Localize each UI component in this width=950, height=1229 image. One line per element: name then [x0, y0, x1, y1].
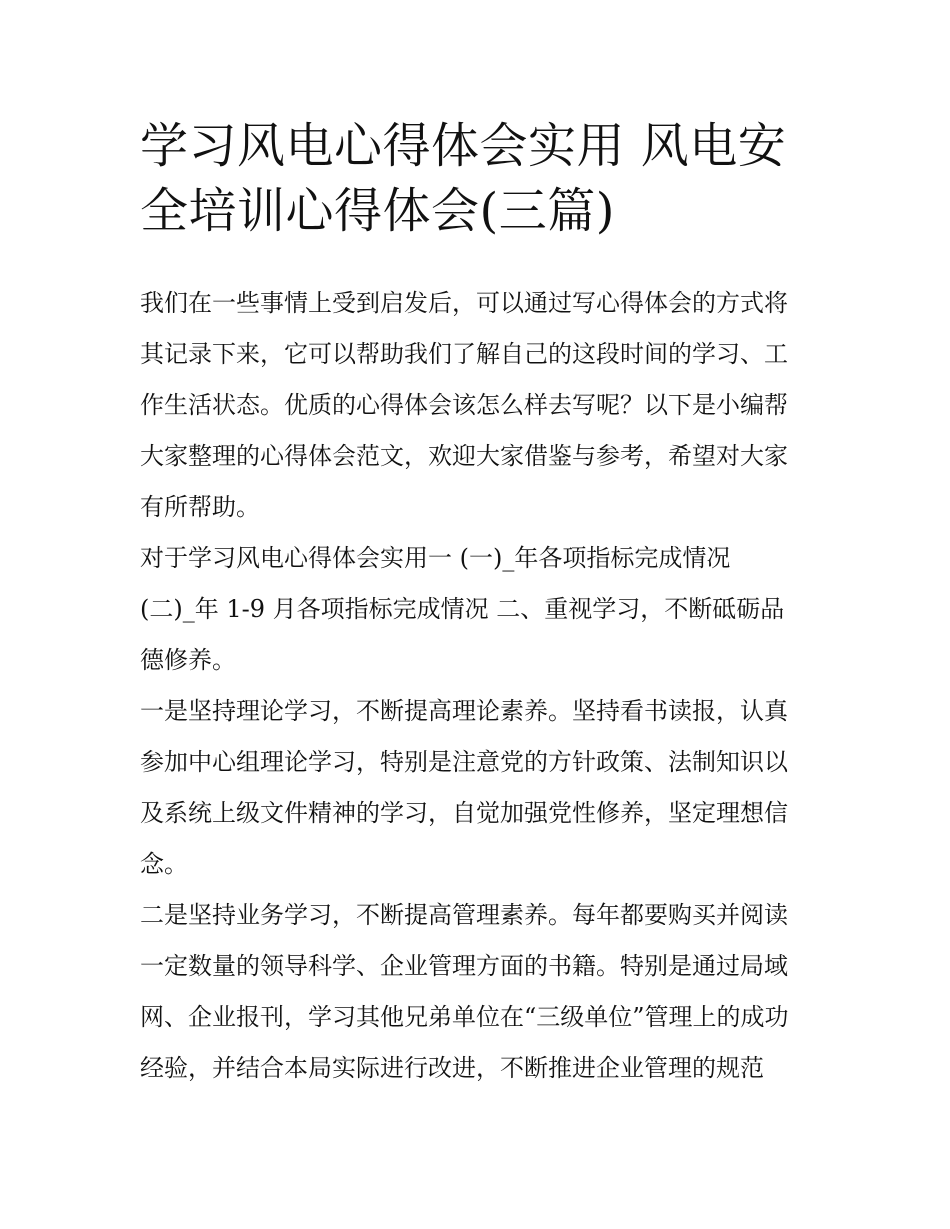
- title-line: 学习风电心得体会实用 风电安: [140, 118, 787, 174]
- body-line: 及系统上级文件精神的学习，自觉加强党性修养，坚定理想信: [140, 799, 788, 827]
- body-line: 网、企业报刊，学习其他兄弟单位在“三级单位”管理上的成功: [140, 1003, 789, 1031]
- body-line: 德修养。: [140, 646, 236, 674]
- body-line: (二)_年 1-9 月各项指标完成情况 二、重视学习，不断砥砺品: [140, 595, 785, 623]
- body-line: 大家整理的心得体会范文，欢迎大家借鉴与参考，希望对大家: [140, 442, 788, 470]
- body-line: 作生活状态。优质的心得体会该怎么样去写呢？以下是小编帮: [140, 391, 788, 419]
- body-line: 我们在一些事情上受到启发后，可以通过写心得体会的方式将: [140, 289, 788, 317]
- body-line: 一定数量的领导科学、企业管理方面的书籍。特别是通过局域: [140, 952, 788, 980]
- body-line: 念。: [140, 850, 188, 878]
- document-title: [140, 114, 830, 244]
- body-line: 经验，并结合本局实际进行改进，不断推进企业管理的规范: [140, 1054, 764, 1082]
- body-line: 其记录下来，它可以帮助我们了解自己的这段时间的学习、工: [140, 340, 788, 368]
- title-line: 全培训心得体会(三篇): [140, 183, 615, 239]
- body-line: 有所帮助。: [140, 493, 260, 521]
- body-line: 一是坚持理论学习，不断提高理论素养。坚持看书读报，认真: [140, 697, 788, 725]
- body-line: 参加中心组理论学习，特别是注意党的方针政策、法制知识以: [140, 748, 788, 776]
- document-body: [140, 278, 830, 1094]
- body-line: 对于学习风电心得体会实用一 (一)_年各项指标完成情况: [140, 544, 731, 572]
- body-line: 二是坚持业务学习，不断提高管理素养。每年都要购买并阅读: [140, 901, 788, 929]
